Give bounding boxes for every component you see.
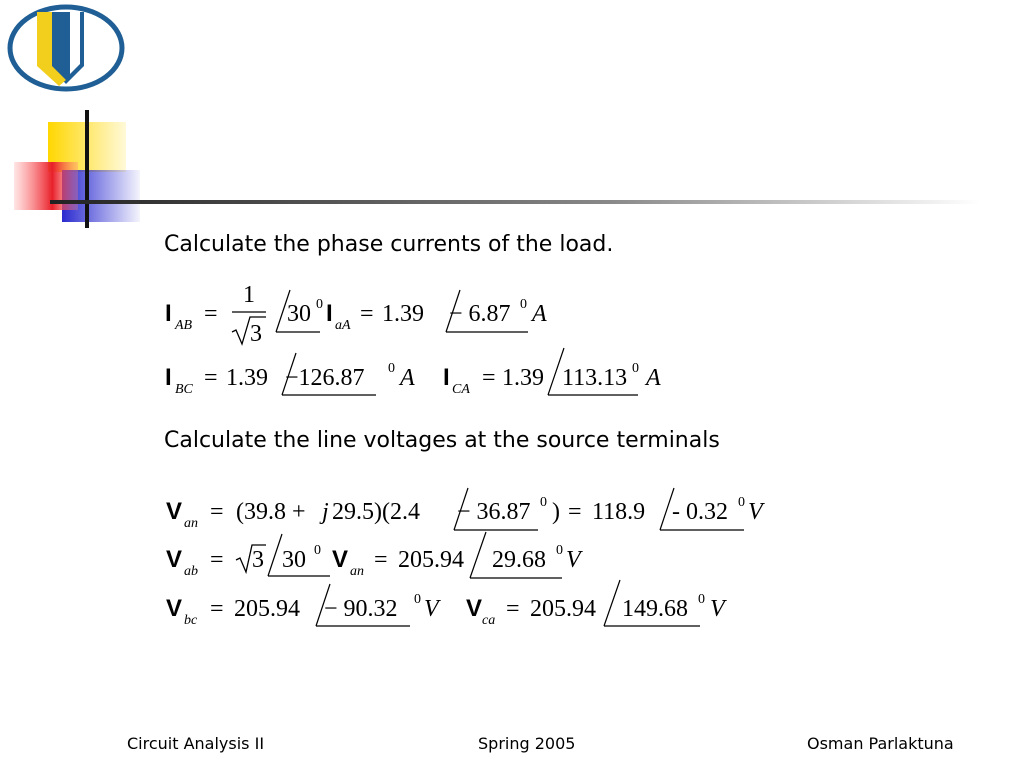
svg-text:=: = <box>374 547 388 573</box>
equation-vab <box>166 532 583 579</box>
svg-text:1.39: 1.39 <box>226 365 268 391</box>
svg-text:=: = <box>204 365 218 391</box>
phase-current-equations <box>160 272 700 402</box>
svg-text:): ) <box>552 499 560 525</box>
svg-text:− 90.32: − 90.32 <box>324 596 398 622</box>
svg-text:=: = <box>568 499 582 525</box>
svg-text:V: V <box>166 498 183 525</box>
svg-text:an: an <box>350 564 364 579</box>
phase-currents-heading: Calculate the phase currents of the load. <box>164 232 614 257</box>
svg-text:V: V <box>748 499 763 525</box>
equation-vbc <box>166 584 441 628</box>
svg-text:−126.87: −126.87 <box>285 365 365 391</box>
svg-text:V: V <box>710 596 725 622</box>
svg-text:29.68: 29.68 <box>492 547 546 573</box>
svg-text:V: V <box>332 546 349 573</box>
svg-text:V: V <box>166 595 183 622</box>
svg-text:=: = <box>210 596 224 622</box>
svg-text:BC: BC <box>175 382 193 397</box>
svg-text:0: 0 <box>316 297 323 312</box>
svg-text:− 6.87: − 6.87 <box>449 301 511 327</box>
equation-vca <box>466 580 727 628</box>
svg-text:− 36.87: − 36.87 <box>457 499 531 525</box>
svg-text:0: 0 <box>520 297 527 312</box>
svg-text:A: A <box>646 365 661 391</box>
svg-text:an: an <box>184 516 198 531</box>
svg-text:I: I <box>443 364 450 391</box>
equation-ica <box>443 348 661 397</box>
svg-text:ca: ca <box>482 613 496 628</box>
svg-text:=: = <box>210 547 224 573</box>
svg-text:=: = <box>204 301 218 327</box>
svg-text:aA: aA <box>335 318 351 333</box>
svg-text:149.68: 149.68 <box>622 596 688 622</box>
svg-text:CA: CA <box>452 382 470 397</box>
svg-text:1.39: 1.39 <box>502 365 544 391</box>
svg-text:A: A <box>532 301 547 327</box>
svg-text:I: I <box>326 300 333 327</box>
svg-text:bc: bc <box>184 613 198 628</box>
footer-course-title: Circuit Analysis II <box>127 734 265 753</box>
svg-text:A: A <box>400 365 415 391</box>
corner-accent-decoration <box>0 100 1024 230</box>
footer-author: Osman Parlaktuna <box>807 734 954 753</box>
svg-text:AB: AB <box>175 318 193 333</box>
svg-text:0: 0 <box>388 361 395 376</box>
svg-text:(39.8 +: (39.8 + <box>236 499 306 525</box>
svg-text:- 0.32: - 0.32 <box>672 499 728 525</box>
svg-text:113.13: 113.13 <box>562 365 628 391</box>
svg-text:3: 3 <box>250 321 262 347</box>
svg-text:205.94: 205.94 <box>398 547 464 573</box>
equation-iab <box>165 282 547 347</box>
line-voltage-equations <box>160 480 800 640</box>
svg-text:j: j <box>322 499 329 525</box>
equation-van <box>166 488 765 531</box>
university-logo <box>4 4 128 92</box>
svg-text:0: 0 <box>738 495 745 510</box>
svg-text:0: 0 <box>414 592 421 607</box>
svg-text:I: I <box>165 364 172 391</box>
svg-text:0: 0 <box>698 592 705 607</box>
svg-text:V: V <box>466 595 483 622</box>
svg-text:0: 0 <box>314 543 321 558</box>
svg-text:=: = <box>482 365 496 391</box>
line-voltages-heading: Calculate the line voltages at the source terminals <box>164 428 720 453</box>
svg-text:205.94: 205.94 <box>530 596 596 622</box>
svg-text:ab: ab <box>184 564 198 579</box>
svg-text:3: 3 <box>252 547 264 573</box>
svg-text:1: 1 <box>243 282 255 308</box>
svg-text:I: I <box>165 300 172 327</box>
svg-text:0: 0 <box>632 361 639 376</box>
svg-text:V: V <box>566 547 581 573</box>
svg-text:V: V <box>424 596 439 622</box>
svg-text:30: 30 <box>287 301 311 327</box>
svg-text:0: 0 <box>540 495 547 510</box>
svg-text:0: 0 <box>556 543 563 558</box>
svg-text:V: V <box>166 546 183 573</box>
svg-text:205.94: 205.94 <box>234 596 300 622</box>
svg-text:118.9: 118.9 <box>592 499 646 525</box>
equation-ibc <box>165 353 415 397</box>
footer-semester: Spring 2005 <box>478 734 576 753</box>
svg-text:=: = <box>210 499 224 525</box>
svg-text:=: = <box>360 301 374 327</box>
svg-text:30: 30 <box>282 547 306 573</box>
svg-text:1.39: 1.39 <box>382 301 424 327</box>
svg-text:29.5)(2.4: 29.5)(2.4 <box>332 499 420 525</box>
svg-text:=: = <box>506 596 520 622</box>
